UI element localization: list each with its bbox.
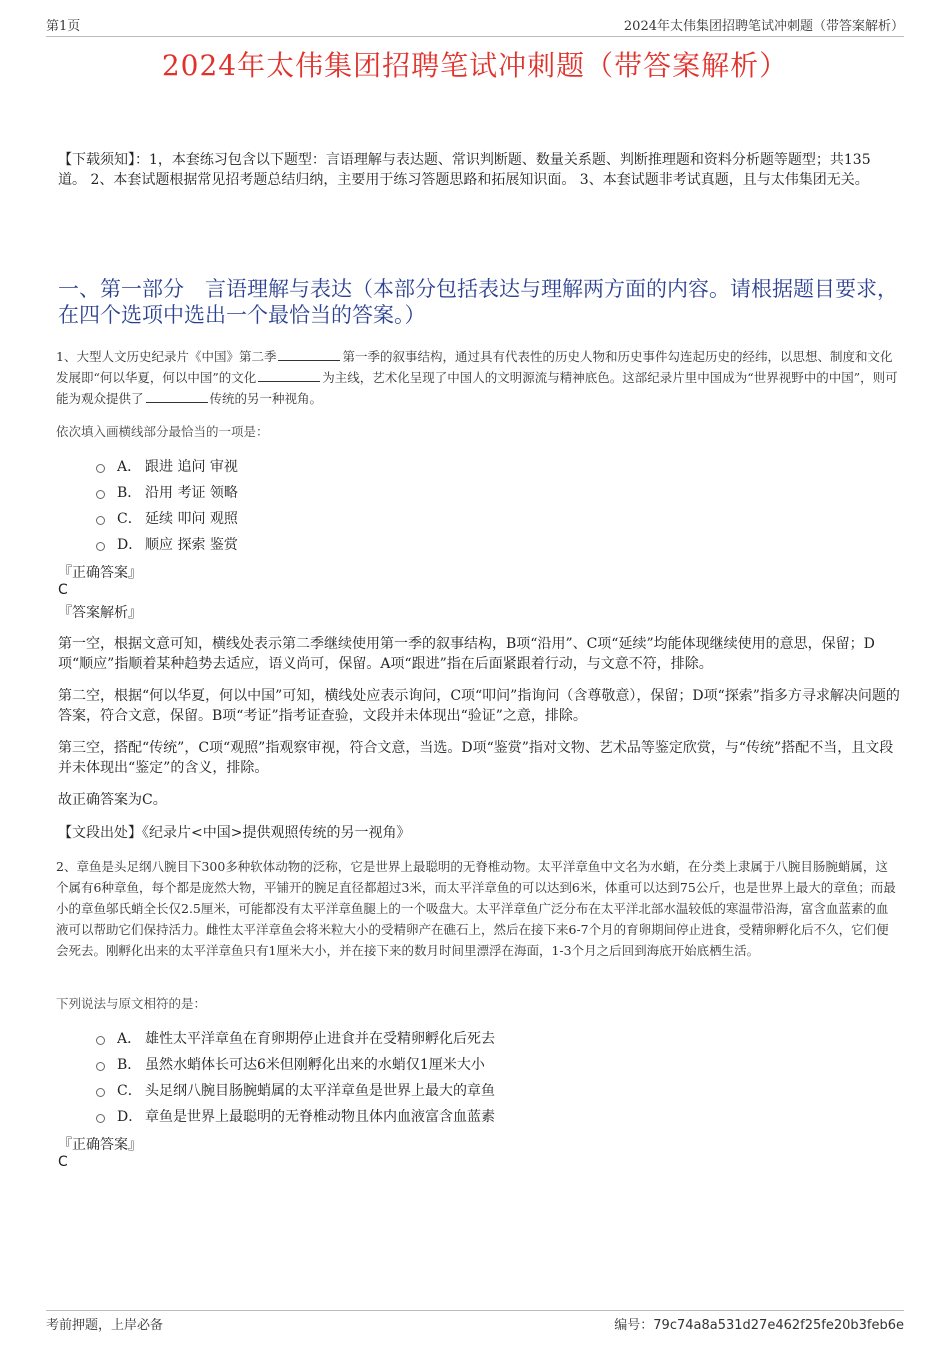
question-1-options	[96, 453, 238, 557]
q1-analysis-paragraph: 第一空，根据文意可知，横线处表示第二季继续使用第一季的叙事结构，B项“沿用”、C项“延续”均能体现继续使用的意思，保留；D项“顺应”指顺着某种趋势去适应，语义尚可，保留。A项“跟进”指在后面紧跟着行动，与文意不符，排除。	[58, 636, 875, 672]
q1-text-part-d: 传统的另一种视角。	[209, 391, 323, 406]
section-title: 一、第一部分 言语理解与表达（本部分包括表达与理解两方面的内容。请根据题目要求，在四个选项中选出一个最恰当的答案。）	[58, 277, 898, 327]
q1-answer-label: 『正确答案』	[58, 565, 142, 581]
radio-icon[interactable]	[96, 1088, 105, 1097]
q2-option-a[interactable]: A． 雄性太平洋章鱼在育卵期停止进食并在受精卵孵化后死去	[96, 1025, 495, 1051]
fill-blank-1	[278, 348, 340, 361]
q1-analysis-paragraph: 第三空，搭配“传统”，C项“观照”指观察审视，符合文意，当选。D项“鉴赏”指对文物、艺术品等鉴定欣赏，与“传统”搭配不当，且文段并未体现出“鉴定”的含义，排除。	[58, 740, 894, 776]
q2-answer-label: 『正确答案』	[58, 1137, 142, 1153]
page-header	[46, 14, 904, 37]
q1-text-part-c: 为主线，艺术化呈现了中国人的文明源流与精神底色。这部纪录片里中国成为“世界视野中的中国”，则可能为观众提供了	[56, 370, 898, 406]
q1-option-b[interactable]: B． 沿用 考证 领略	[96, 479, 238, 505]
download-notice: 【下载须知】：1，本套练习包含以下题型：言语理解与表达题、常识判断题、数量关系题、判断推理题和资料分析题等题型；共135道。 2、本套试题根据常见招考题总结归纳，主要用于练习答题思路和拓展知识面。 3、本套试题非考试真题，且与太伟集团无关。	[58, 152, 871, 188]
header-doc-title: 2024年太伟集团招聘笔试冲刺题（带答案解析）	[623, 19, 904, 34]
fill-blank-3	[146, 390, 208, 403]
question-2-prompt: 下列说法与原文相符的是：	[56, 996, 207, 1011]
q1-text-part-a: 1、大型人文历史纪录片《中国》第二季	[56, 349, 277, 364]
q2-answer: C	[58, 1154, 68, 1170]
radio-icon[interactable]	[96, 490, 105, 499]
q1-analysis-label: 『答案解析』	[58, 605, 142, 621]
q1-option-a[interactable]: A． 跟进 追问 审视	[96, 453, 238, 479]
q1-source: 【文段出处】《纪录片<中国>提供观照传统的另一视角》	[58, 825, 411, 841]
radio-icon[interactable]	[96, 542, 105, 551]
q2-option-c[interactable]: C． 头足纲八腕目肠腕蛸属的太平洋章鱼是世界上最大的章鱼	[96, 1077, 495, 1103]
question-1-prompt: 依次填入画横线部分最恰当的一项是：	[56, 424, 269, 439]
page-footer	[46, 1310, 904, 1334]
q1-answer: C	[58, 582, 68, 598]
radio-icon[interactable]	[96, 1114, 105, 1123]
q1-option-c[interactable]: C． 延续 叩问 观照	[96, 505, 238, 531]
q1-analysis-conclusion: 故正确答案为C。	[58, 792, 167, 808]
q1-text-part-b: 第一季的叙事结构，通过具有代表性的历史人物和历史事件勾连起历史的经纬，以思想、制度和文化发展即“何以华夏，何以中国”的文化	[56, 349, 893, 385]
radio-icon[interactable]	[96, 1062, 105, 1071]
radio-icon[interactable]	[96, 464, 105, 473]
q2-option-d[interactable]: D． 章鱼是世界上最聪明的无脊椎动物且体内血液富含血蓝素	[96, 1103, 495, 1129]
question-1-text	[56, 346, 898, 409]
document-title: 2024年太伟集团招聘笔试冲刺题（带答案解析）	[161, 49, 789, 82]
radio-icon[interactable]	[96, 1036, 105, 1045]
radio-icon[interactable]	[96, 516, 105, 525]
question-2-text: 2、章鱼是头足纲八腕目下300多种软体动物的泛称，它是世界上最聪明的无脊椎动物。太平洋章鱼中文名为水蛸，在分类上隶属于八腕目肠腕蛸属，这个属有6种章鱼，每个都是庞然大物，平铺开的腕足直径都超过3米，而太平洋章鱼的可以达到6米，体重可以达到75公斤，也是世界上最大的章鱼；而最小的章鱼邬氏蛸全长仅2.5厘米，可能都没有太平洋章鱼腿上的一个吸盘大。太平洋章鱼广泛分布在太平洋北部水温较低的寒温带沿海，富含血蓝素的血液可以帮助它们保持活力。雌性太平洋章鱼会将米粒大小的受精卵产在礁石上，然后在接下来6-7个月的育卵期间停止进食，受精卵孵化后不久，它们便会死去。刚孵化出来的太平洋章鱼只有1厘米大小，并在接下来的数月时间里漂浮在海面，1-3个月之后回到海底开始底栖生活。	[56, 859, 896, 958]
question-2-options	[96, 1025, 495, 1129]
footer-slogan: 考前押题，上岸必备	[46, 1318, 164, 1333]
q1-analysis-paragraph: 第二空，根据“何以华夏，何以中国”可知，横线处应表示询问，C项“叩问”指询问（含尊敬意），保留；D项“探索”指多方寻求解决问题的答案，符合文意，保留。B项“考证”指考证查验，文段并未体现出“验证”之意，排除。	[58, 688, 900, 724]
fill-blank-2	[258, 369, 320, 382]
footer-code: 编号：79c74a8a531d27e462f25fe20b3feb6e	[614, 1318, 904, 1333]
page-number: 第1页	[46, 19, 81, 34]
q1-option-d[interactable]: D． 顺应 探索 鉴赏	[96, 531, 238, 557]
q2-option-b[interactable]: B． 虽然水蛸体长可达6米但刚孵化出来的水蛸仅1厘米大小	[96, 1051, 495, 1077]
